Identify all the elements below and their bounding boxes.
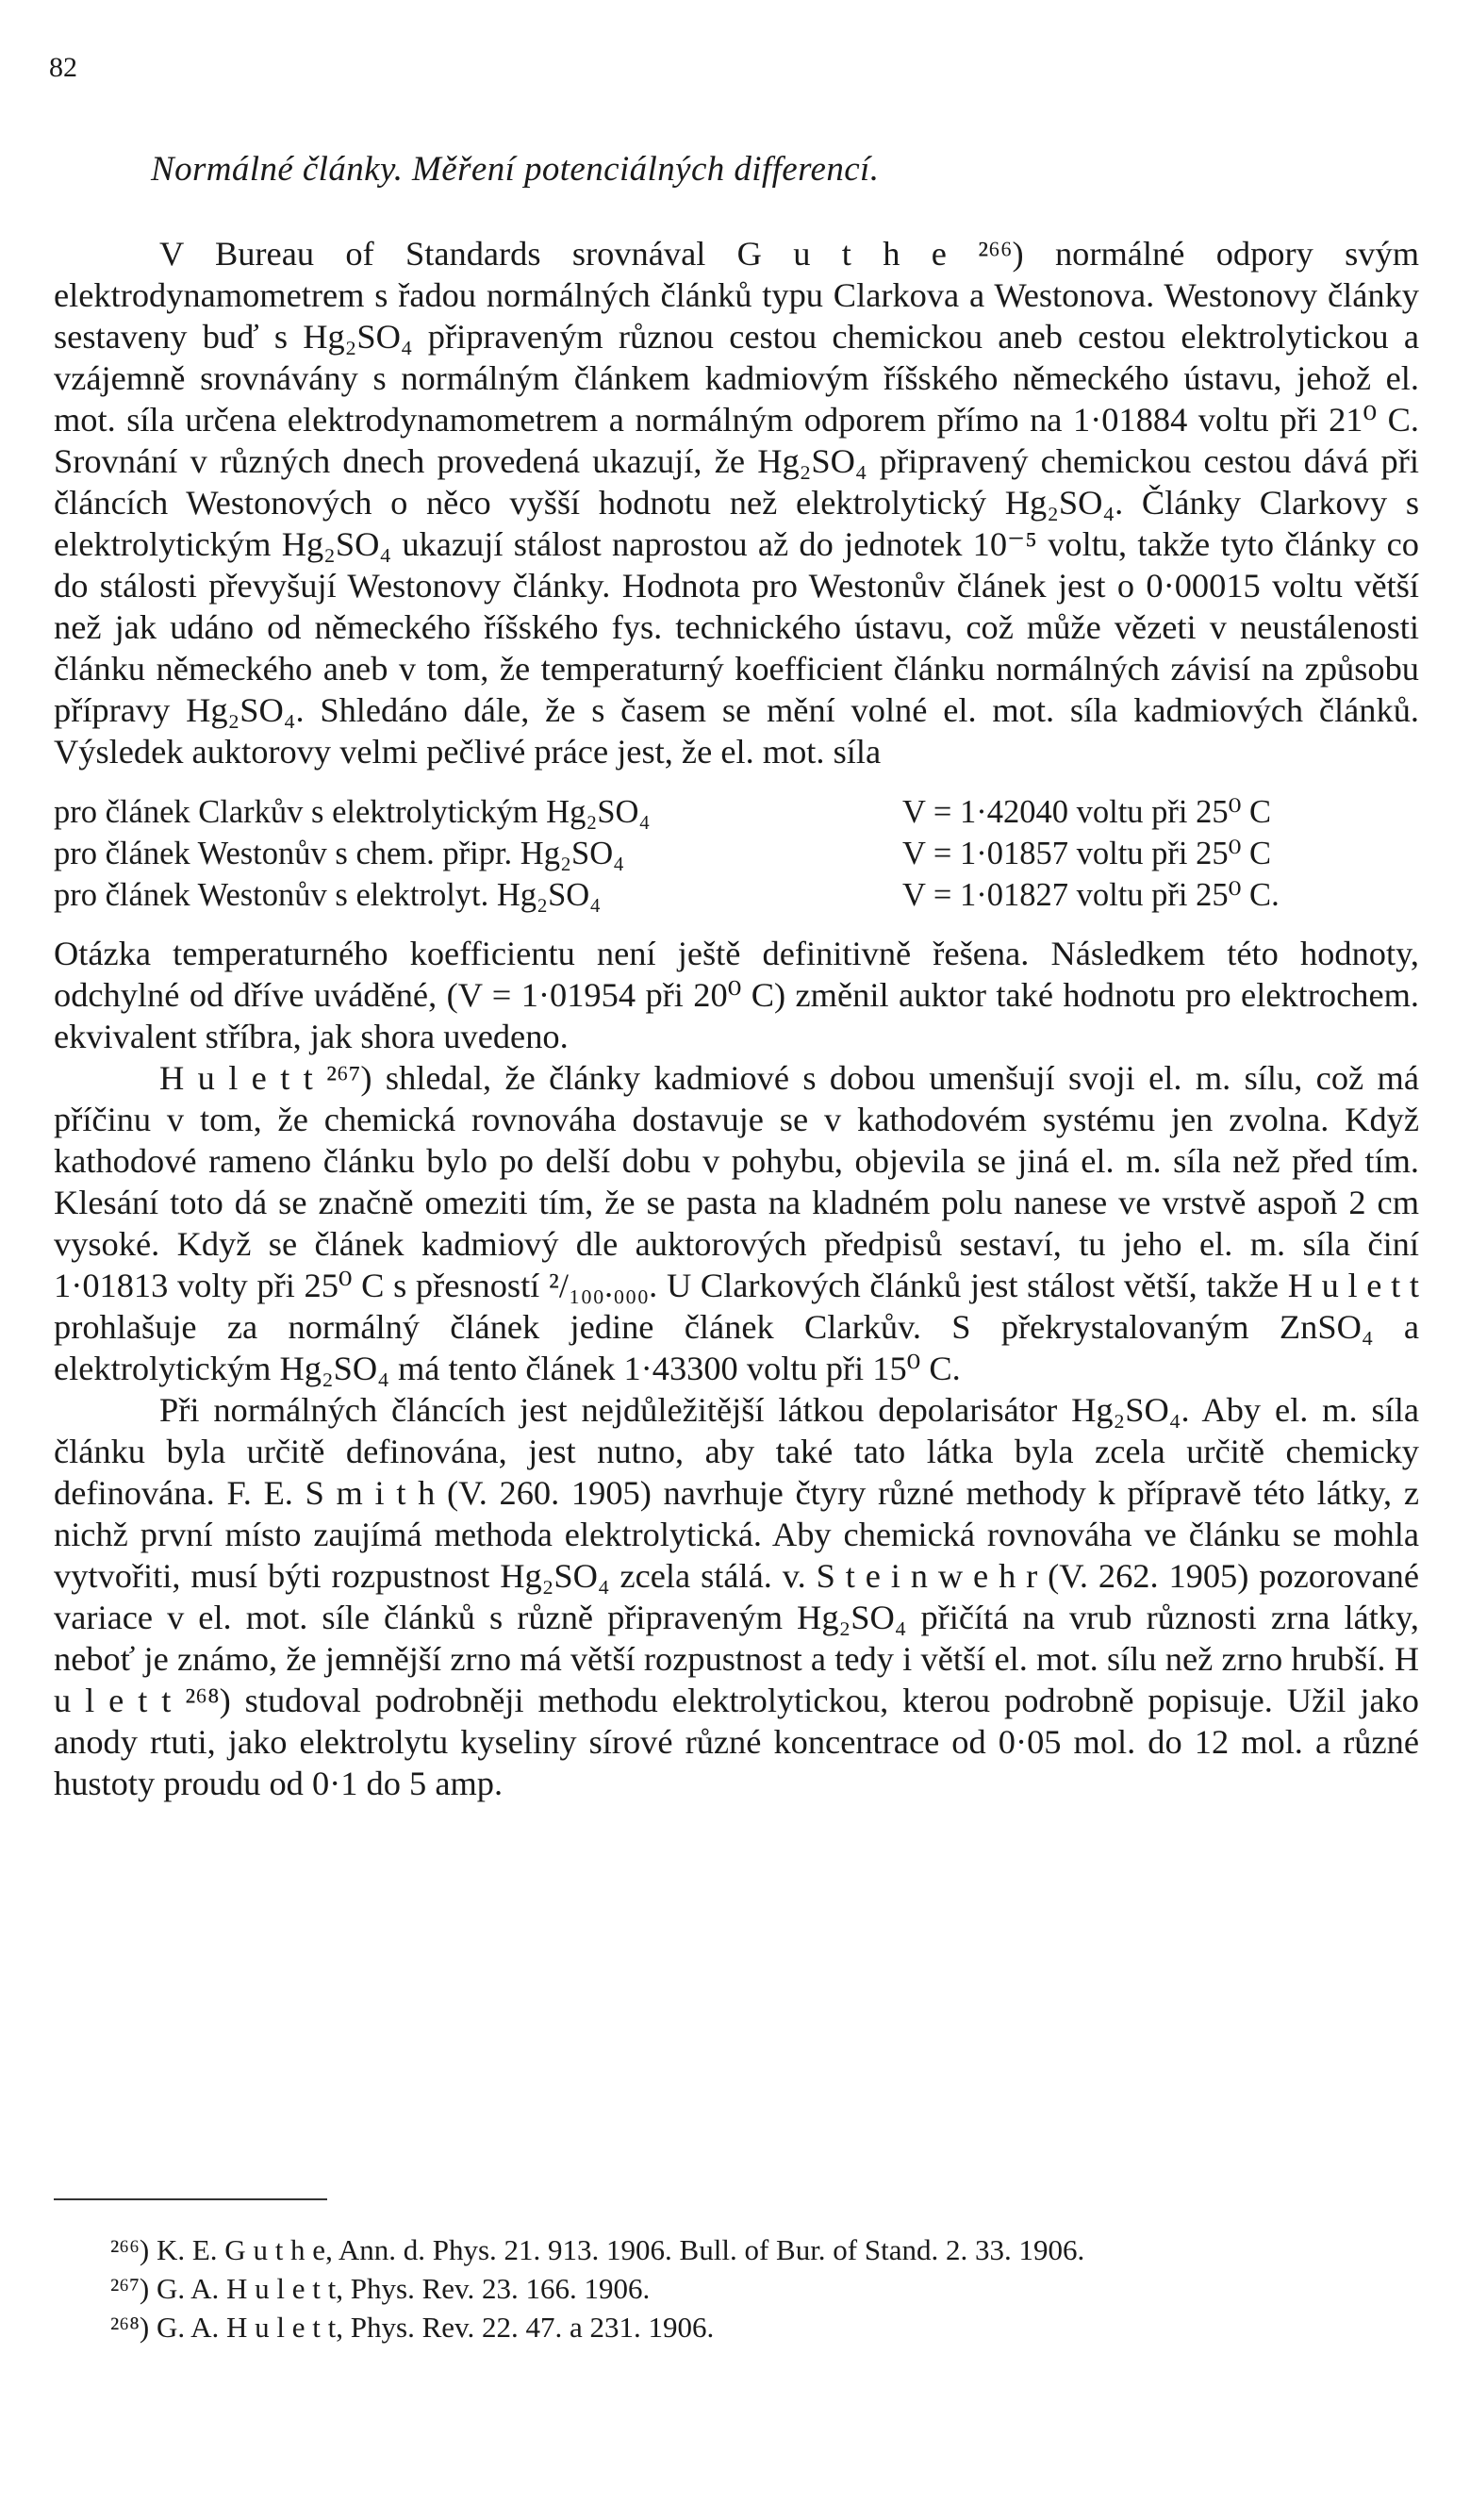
footnotes (54, 2230, 1419, 2346)
paragraph-guthe: V Bureau of Standards srovnával G u t h e ²⁶⁶) normálné odpory svým elektrodynamometrem s řadou normálných článků typu Clarkova a Westonova. Westonovy články sestaveny buď s Hg₂SO₄ připraveným různou cestou chemickou aneb cestou elektrolytickou a vzájemně srovnávány s normálným článkem kadmiovým říšského německého ústavu, jehož el. mot. síla určena elektrodynamometrem a normálným odporem přímo na 1·01884 voltu při 21⁰ C. Srovnání v různých dnech provedená ukazují, že Hg₂SO₄ připravený chemickou cestou dává při článcích Westonových o něco vyšší hodnotu než elektrolytický Hg₂SO₄. Články Clarkovy s elektrolytickým Hg₂SO₄ ukazují stálost naprostou až do jednotek 10⁻⁵ voltu, takže tyto články co do stálosti převyšují Westonovy články. Hodnota pro Westonův článek jest o 0·00015 voltu větší než jak udáno od německého říšského fys. technického ústavu, což může vězeti v neustálenosti článku německého aneb v tom, že temperaturný koefficient článku normálných závisí na způsobu přípravy Hg₂SO₄. Shledáno dále, že s časem se mění volné el. mot. síla kadmiových článků. Výsledek auktorovy velmi pečlivé práce jest, že el. mot. síla (54, 235, 1419, 771)
result-label: pro článek Westonův s elektrolyt. Hg₂SO₄ (54, 877, 602, 913)
page-number: 82 (49, 52, 77, 83)
result-label: pro článek Clarkův s elektrolytickým Hg₂SO₄ (54, 794, 651, 830)
paragraph-temperature: Otázka temperaturného koefficientu není ještě definitivně řešena. Následkem této hodnoty, odchylné od dříve uváděné, (V = 1·01954 při 20⁰ C) změnil auktor také hodnotu pro elektrochem. ekvivalent stříbra, jak shora uvedeno. (54, 935, 1419, 1055)
result-value: V = 1·01857 voltu při 25⁰ C (902, 836, 1272, 871)
result-value: V = 1·01827 voltu při 25⁰ C. (902, 877, 1280, 913)
result-row (54, 874, 1419, 916)
section-title: Normálné články. Měření potenciálných differencí. (151, 150, 880, 189)
paragraph-depolarisator: Při normálných článcích jest nejdůležitější látkou depolarisátor Hg₂SO₄. Aby el. m. síla článku byla určitě definována, jest nutno, aby také tato látka byla zcela určitě chemicky definována. F. E. S m i t h (V. 260. 1905) navrhuje čtyry různé methody k přípravě této látky, z nichž první místo zaujímá methoda elektrolytická. Aby chemická rovnováha ve článku se mohla vytvořiti, musí býti rozpustnost Hg₂SO₄ zcela stálá. v. S t e i n w e h r (V. 262. 1905) pozorované variace v el. mot. síle článků s různě připraveným Hg₂SO₄ přičítá na vrub různosti zrna látky, neboť je známo, že jemnější zrno má větší rozpustnost a tedy i větší el. mot. sílu než zrno hrubší. H u l e t t ²⁶⁸) studoval podrobněji methodu elektrolytickou, kterou podrobně popisuje. Užil jako anody rtuti, jako elektrolytu kyseliny sírové různé koncentrace od 0·05 mol. do 12 mol. a různé hustoty proudu od 0·1 do 5 amp. (54, 1391, 1419, 1802)
main-text (54, 149, 1419, 1804)
results-list (54, 791, 1419, 916)
footnote-divider (54, 2198, 327, 2200)
paragraph-hulett: H u l e t t ²⁶⁷) shledal, že články kadmiové s dobou umenšují svoji el. m. sílu, což má příčinu v tom, že chemická rovnováha dostavuje se v kathodovém systému jen zvolna. Když kathodové rameno článku bylo po delší dobu v pohybu, objevila se jiná el. m. síla než před tím. Klesání toto dá se značně omeziti tím, že se pasta na kladném polu nanese ve vrstvě aspoň 2 cm vysoké. Když se článek kadmiový dle auktorových předpisů sestaví, tu jeho el. m. síla činí 1·01813 volty při 25⁰ C s přesností ²/₁₀₀.₀₀₀. U Clarkových článků jest stálost větší, takže H u l e t t prohlašuje za normálný článek jedine článek Clarkův. S překrystalovaným ZnSO₄ a elektrolytickým Hg₂SO₄ má tento článek 1·43300 voltu při 15⁰ C. (54, 1059, 1419, 1387)
result-row (54, 833, 1419, 874)
footnote-266: ²⁶⁶) K. E. G u t h e, Ann. d. Phys. 21. 913. 1906. Bull. of Bur. of Stand. 2. 33. 1906. (110, 2233, 1085, 2266)
footnote-267: ²⁶⁷) G. A. H u l e t t, Phys. Rev. 23. 166. 1906. (110, 2272, 651, 2305)
footnote-268: ²⁶⁸) G. A. H u l e t t, Phys. Rev. 22. 47. a 231. 1906. (110, 2311, 715, 2344)
result-label: pro článek Westonův s chem. připr. Hg₂SO₄ (54, 836, 625, 871)
result-value: V = 1·42040 voltu při 25⁰ C (902, 794, 1272, 830)
result-row (54, 791, 1419, 833)
